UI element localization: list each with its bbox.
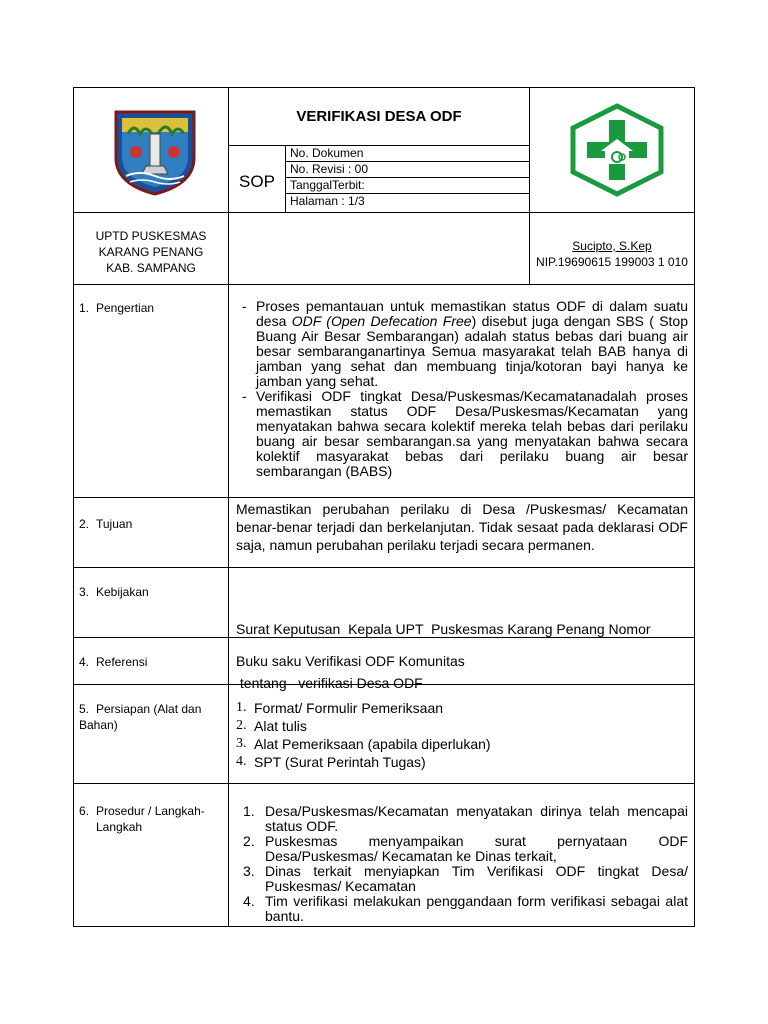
list-item: - Verifikasi ODF tingkat Desa/Puskesmas/Kecamatanadalah proses memastikan status ODF Desa/Puskesmas/Kecamatan yang menyatakan bahwa secara kolektif mereka telah bebas dari perilaku buang air besar sembarangan.sa yang menyatakan bahwa secara kolektif masyarakat bebas dari perilaku buang air besar sembarangan (BABS) [242, 388, 688, 479]
institution-row-line [73, 284, 695, 285]
tujuan-text: Memastikan perubahan perilaku di Desa /Puskesmas/ Kecamatan benar-benar terjadi dan berkelanjutan. Tidak sesaat pada deklarasi ODF saja, namun perubahan perilaku terjadi secara permanen. [236, 501, 688, 553]
institution-name [74, 228, 228, 276]
page-field: Halaman : 1/3 [290, 194, 365, 208]
signer-block [529, 238, 695, 270]
issue-date-field: TanggalTerbit: [290, 178, 365, 192]
list-item: 2. Puskesmas menyampaikan surat pernyataan ODF Desa/Puskesmas/ Kecamatan ke Dinas terkait, [243, 833, 688, 864]
section-line-5 [73, 783, 695, 784]
odf-term: ODF (Open Defecation Free [291, 313, 472, 329]
doc-number-field: No. Dokumen [290, 146, 364, 160]
kebijakan-text: Surat Keputusan Kepala UPT Puskesmas Karang Penang Nomor tentang verifikasi Desa ODF [236, 621, 651, 691]
signer-nip: NIP.19690615 199003 1 010 [536, 255, 688, 269]
list-item: 2. Alat tulis [236, 718, 307, 734]
sop-divider [285, 145, 286, 212]
section-title: Pengertian [96, 301, 155, 315]
list-item: 1. Format/ Formulir Pemeriksaan [236, 700, 444, 716]
document-title: VERIFIKASI DESA ODF [296, 108, 462, 125]
sop-label: SOP [239, 172, 275, 191]
list-item: 4. SPT (Surat Perintah Tugas) [236, 754, 426, 770]
column-divider-left [228, 87, 229, 927]
list-item: 4. Tim verifikasi melakukan penggandaan form verifikasi sebagai alat bantu. [243, 893, 688, 924]
header-row-line [73, 212, 695, 213]
list-item: - Proses pemantauan untuk memastikan status ODF di dalam suatu desa ODF (Open Defecation Free) disebut juga dengan SBS ( Stop Buang Air Besar Sembarangan) adalah status bebas dari buang air besar sembaranganartinya Semua masyarakat telah BAB hanya di jamban yang sehat dan membuang tinja/kotoran bayi hanya ke jamban yang sehat. [242, 298, 688, 389]
persiapan-list [236, 699, 684, 771]
title-bottom-line [228, 145, 529, 146]
signer-name: Sucipto, S.Kep [572, 239, 652, 253]
institution-line-1: UPTD PUSKESMAS [95, 229, 207, 243]
institution-line-3: KAB. SAMPANG [106, 261, 196, 275]
list-item: 3. Alat Pemeriksaan (apabila diperlukan) [236, 736, 491, 752]
prosedur-list [243, 803, 688, 924]
section-number: 1. [79, 301, 90, 315]
list-item: 3. Dinas terkait menyiapkan Tim Verifikasi ODF tingkat Desa/ Puskesmas/ Kecamatan [243, 863, 688, 894]
section-line-1 [73, 497, 695, 498]
institution-line-2: KARANG PENANG [98, 245, 204, 259]
section-label-kebijakan: 3. Kebijakan [79, 585, 149, 599]
list-item: 1. Desa/Puskesmas/Kecamatan menyatakan dirinya telah mencapai status ODF. [243, 803, 688, 834]
referensi-text: Buku saku Verifikasi ODF Komunitas [236, 653, 465, 669]
section-label-tujuan: 2. Tujuan [79, 517, 133, 531]
section-label-pengertian [79, 301, 219, 317]
puskesmas-logo [568, 103, 666, 202]
pengertian-list [242, 298, 688, 479]
section-line-2 [73, 567, 695, 568]
section-label-referensi: 4. Referensi [79, 655, 148, 669]
revision-field: No. Revisi : 00 [290, 162, 369, 176]
regency-emblem [110, 108, 200, 201]
